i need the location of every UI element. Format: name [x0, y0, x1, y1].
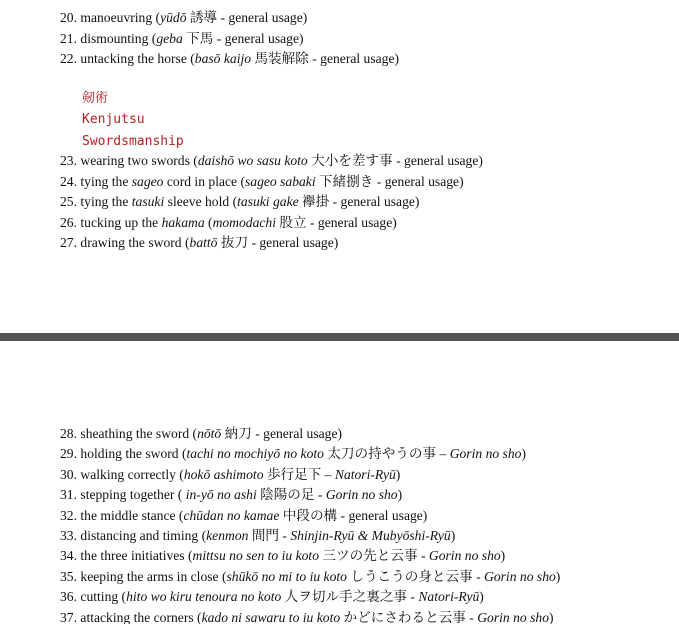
list-item-text: attacking the corners ( — [80, 609, 202, 624]
list-item-number: 25. — [60, 194, 77, 209]
list-item-text: ) — [555, 568, 561, 584]
list-item-number: 21. — [60, 30, 77, 46]
list-item-text: 中段の構 - general usage) — [279, 507, 428, 523]
list-item-number: 31. — [60, 487, 77, 503]
list-item-text: しうこうの身と云事 - — [346, 568, 485, 584]
list-item — [60, 213, 397, 233]
list-item — [60, 192, 419, 212]
list-item-term: basō kaijo — [194, 51, 252, 66]
list-item-text: sleeve hold ( — [164, 194, 238, 209]
list-item — [60, 546, 505, 566]
list-item-text: 股立 - general usage) — [276, 214, 397, 230]
list-item-number: 27. — [60, 235, 77, 250]
list-item-text: ) — [500, 548, 506, 564]
list-item-text: 下馬 - general usage) — [182, 30, 304, 46]
list-item-text: 誘導 - general usage) — [186, 10, 308, 25]
list-item-text: cord in place ( — [163, 173, 246, 189]
list-item-number: 20. — [60, 10, 77, 25]
list-item-text: 太刀の持やうの事 – — [323, 446, 450, 462]
list-item-term: in-yō no ashi — [185, 487, 257, 503]
list-item-term: sageo sabaki — [245, 173, 316, 189]
list-item-number: 32. — [60, 507, 77, 523]
list-item-number: 35. — [60, 568, 77, 584]
list-item-term: hokō ashimoto — [183, 466, 264, 482]
list-item-term: hito wo kiru tenoura no koto — [126, 589, 282, 605]
list-item — [60, 424, 342, 444]
list-item-text: drawing the sword ( — [80, 235, 190, 250]
list-item-term: yūdō — [160, 10, 187, 25]
list-item-text: 三ツの先と云事 - — [319, 548, 429, 564]
list-item-text: ) — [450, 528, 456, 543]
list-item — [60, 49, 399, 69]
list-item-number: 34. — [60, 548, 77, 564]
list-item-term: nōtō — [197, 426, 222, 441]
list-item-text: 抜刀 - general usage) — [217, 235, 339, 250]
list-item-text: ) — [549, 609, 554, 624]
list-item-text: 大小を差す事 - general usage) — [307, 153, 483, 168]
list-item-number: 30. — [60, 466, 77, 482]
list-item — [60, 465, 400, 485]
list-item-term: Gorin no sho — [477, 609, 549, 624]
list-item-text: 襷掛 - general usage) — [298, 194, 420, 209]
list-item-text: ) — [395, 466, 401, 482]
list-item-number: 36. — [60, 589, 77, 605]
list-item — [60, 151, 483, 171]
list-item-number: 22. — [60, 51, 77, 66]
list-item-term: battō — [189, 235, 218, 250]
list-item — [60, 233, 338, 253]
list-item-term: shūkō no mi to iu koto — [226, 568, 347, 584]
list-item-term: chūdan no kamae — [183, 507, 280, 523]
list-item-text: ) — [521, 446, 526, 462]
list-item-term: Gorin no sho — [449, 446, 522, 462]
list-item-number: 23. — [60, 153, 77, 168]
list-item-number: 37. — [60, 609, 77, 624]
list-item-term: momodachi — [212, 214, 276, 230]
list-item — [60, 29, 304, 49]
list-item-text: 下緒捌き - general usage) — [315, 173, 464, 189]
list-item-term: mittsu no sen to iu koto — [192, 548, 320, 564]
list-item-text: untacking the horse ( — [80, 51, 195, 66]
list-item-text: wearing two swords ( — [80, 153, 198, 168]
list-item-text: sheathing the sword ( — [80, 426, 198, 441]
list-item-text: 歩行足下 – — [263, 466, 335, 482]
list-item-text: stepping together ( — [80, 487, 186, 503]
list-item-term: kado ni sawaru to iu koto — [201, 609, 341, 624]
list-item-term: geba — [156, 30, 183, 46]
list-item-term: sageo — [131, 173, 164, 189]
list-item-number: 33. — [60, 528, 77, 543]
section-heading-japanese: 剱術 — [82, 91, 109, 106]
list-item — [60, 172, 464, 192]
list-item-text: 納刀 - general usage) — [221, 426, 343, 441]
list-item-term: tasuki — [131, 194, 165, 209]
list-item-text: the three initiatives ( — [80, 548, 193, 564]
section-heading-romaji: Kenjutsu — [82, 112, 145, 127]
list-item-term: Gorin no sho — [325, 487, 398, 503]
list-item-text: walking correctly ( — [80, 466, 184, 482]
list-item-term: Natori-Ryū — [418, 589, 480, 605]
list-item-term: Gorin no sho — [428, 548, 501, 564]
list-item-term: kenmon — [206, 528, 249, 543]
list-item-text: tying the — [80, 173, 132, 189]
list-item-number: 24. — [60, 173, 77, 189]
list-item-text: the middle stance ( — [80, 507, 184, 523]
list-item-text: ) — [397, 487, 403, 503]
list-item-term: Natori-Ryū — [334, 466, 396, 482]
list-item-term: tasuki gake — [237, 194, 299, 209]
list-item-text: かどにさわると云事 - — [340, 609, 478, 624]
list-item-number: 28. — [60, 426, 77, 441]
list-item-text: 人ヲ切ル手之裏之事 - — [281, 589, 419, 605]
list-item-number: 26. — [60, 214, 77, 230]
list-item-number: 29. — [60, 446, 77, 462]
list-item-term: Gorin no sho — [484, 568, 556, 584]
list-item — [60, 485, 402, 505]
list-item-term: hakama — [161, 214, 205, 230]
list-item-text: tying the — [80, 194, 132, 209]
list-item-term: tachi no mochiyō no koto — [186, 446, 324, 462]
list-item-text: cutting ( — [80, 589, 127, 605]
section-heading-english: Swordsmanship — [82, 134, 184, 149]
list-item — [60, 587, 484, 607]
list-item-text: ) — [479, 589, 484, 605]
list-item-text: manoeuvring ( — [80, 10, 161, 25]
list-item-text: 間門 - — [248, 528, 291, 543]
list-item-text: tucking up the — [80, 214, 162, 230]
list-item-text: distancing and timing ( — [80, 528, 207, 543]
list-item-text: ( — [204, 214, 213, 230]
list-item-text: 陰陽の足 - — [256, 487, 326, 503]
list-item-text: dismounting ( — [80, 30, 157, 46]
list-item — [60, 444, 526, 464]
list-item-text: keeping the arms in close ( — [80, 568, 227, 584]
list-item — [60, 526, 455, 546]
list-item-term: Shinjin-Ryū & Mubyōshi-Ryū — [290, 528, 451, 543]
page-separator — [0, 333, 679, 341]
list-item — [60, 567, 560, 587]
list-item-term: daishō wo sasu koto — [197, 153, 308, 168]
list-item — [60, 608, 554, 624]
document-page-bottom — [0, 341, 679, 624]
list-item-text: 馬装解除 - general usage) — [251, 51, 400, 66]
list-item — [60, 506, 427, 526]
list-item — [60, 8, 307, 28]
list-item-text: holding the sword ( — [80, 446, 187, 462]
